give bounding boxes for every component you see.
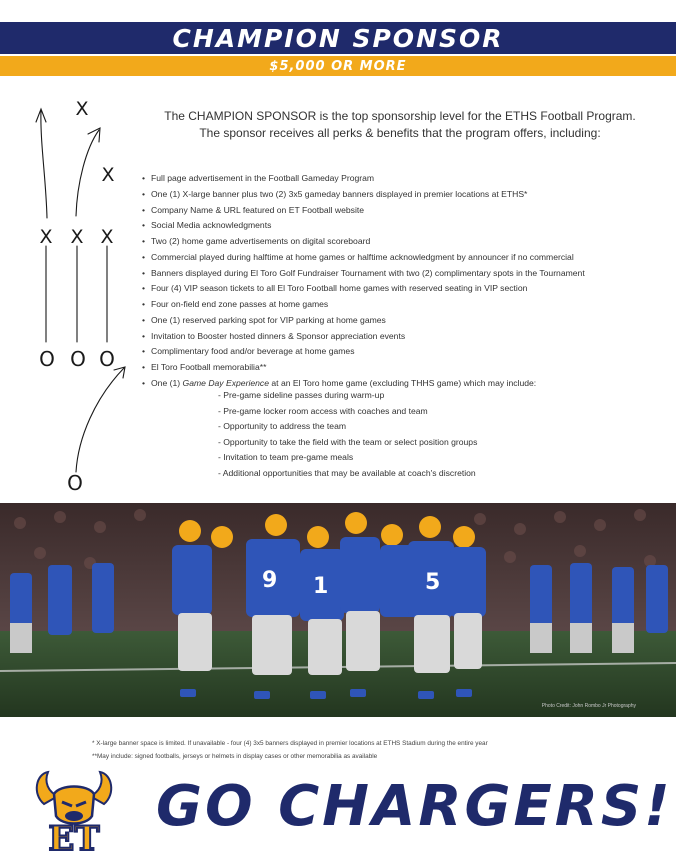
svg-text:1: 1	[313, 574, 329, 599]
slogan: GO CHARGERS!	[156, 774, 673, 839]
benefits-list	[142, 171, 672, 392]
benefit-item: • One (1) X-large banner plus two (2) 3x5 gameday banners displayed in premier locations at ETHS*	[142, 187, 672, 203]
game-day-sub-item: - Opportunity to take the field with the team or select position groups	[218, 435, 638, 451]
charger-logo-icon	[30, 764, 118, 854]
arrowhead	[88, 128, 100, 142]
team-huddle-photo	[0, 503, 676, 717]
benefit-item: • One (1) reserved parking spot for VIP parking at home games	[142, 313, 672, 329]
page-title: CHAMPION SPONSOR	[172, 23, 504, 53]
game-day-emphasis: Game Day Experience	[182, 377, 269, 388]
game-day-sub-item: - Pre-game locker room access with coaches and team	[218, 404, 638, 420]
game-day-sub-item: - Invitation to team pre-game meals	[218, 450, 638, 466]
x-mark: X	[101, 164, 115, 186]
logo-letters: ET	[48, 819, 100, 854]
benefit-item: • Two (2) home game advertisements on digital scoreboard	[142, 234, 672, 250]
game-day-sub-item: - Pre-game sideline passes during warm-up	[218, 388, 638, 404]
game-day-prefix: One (1)	[151, 377, 183, 388]
play-diagram	[20, 88, 130, 498]
route-arrow	[76, 368, 124, 472]
benefit-item: • El Toro Football memorabilia**	[142, 360, 672, 376]
svg-text:5: 5	[425, 570, 441, 595]
svg-text:9: 9	[262, 568, 278, 593]
benefit-item: • Full page advertisement in the Football Gameday Program	[142, 171, 672, 187]
game-day-suffix: at an El Toro home game (excluding THHS game) which may include:	[269, 377, 537, 388]
huddle-illustration	[0, 503, 676, 717]
game-day-sub-item: - Additional opportunities that may be available at coach's discretion	[218, 466, 638, 482]
benefit-item: • Banners displayed during El Toro Golf Fundraiser Tournament with two (2) complimentary spots in the Tournament	[142, 266, 672, 282]
benefit-item: • Company Name & URL featured on ET Football website	[142, 203, 672, 219]
o-mark: O	[39, 347, 55, 371]
game-day-list	[218, 388, 638, 481]
o-mark: O	[67, 471, 83, 495]
footnote: * X-large banner space is limited. If unavailable - four (4) 3x5 banners displayed in premier locations at ETHS Stadium during the entire year	[92, 740, 488, 747]
intro-line: The CHAMPION SPONSOR is the top sponsorship level for the ETHS Football Program.	[164, 109, 636, 123]
benefit-item: • Invitation to Booster hosted dinners & Sponsor appreciation events	[142, 329, 672, 345]
intro-text	[130, 108, 670, 142]
benefit-item: • Four (4) VIP season tickets to all El Toro Football home games with reserved seating in VIP section	[142, 281, 672, 297]
x-mark: X	[75, 98, 89, 120]
o-mark: O	[99, 347, 115, 371]
subtitle-banner	[0, 56, 676, 76]
intro-line: The sponsor receives all perks & benefits that the program offers, including:	[199, 126, 601, 140]
benefit-item: • Complimentary food and/or beverage at home games	[142, 344, 672, 360]
route-arrow	[41, 110, 47, 218]
x-mark: X	[39, 226, 53, 248]
o-mark: O	[70, 347, 86, 371]
photo-credit: Photo Credit: John Rombo Jr Photography	[541, 703, 636, 709]
title-banner	[0, 22, 676, 54]
price-subtitle: $5,000 OR MORE	[269, 58, 407, 74]
benefit-item: • Social Media acknowledgments	[142, 218, 672, 234]
x-mark: X	[70, 226, 84, 248]
footnote: **May include: signed footballs, jerseys or helmets in display cases or other memorabilia as available	[92, 753, 378, 760]
benefit-item: • Commercial played during halftime at home games or halftime acknowledgment by announcer if no commercial	[142, 250, 672, 266]
game-day-sub-item: - Opportunity to address the team	[218, 419, 638, 435]
footnotes	[92, 737, 652, 763]
route-arrow	[76, 130, 99, 216]
benefit-item: • Four on-field end zone passes at home games	[142, 297, 672, 313]
x-mark: X	[100, 226, 114, 248]
